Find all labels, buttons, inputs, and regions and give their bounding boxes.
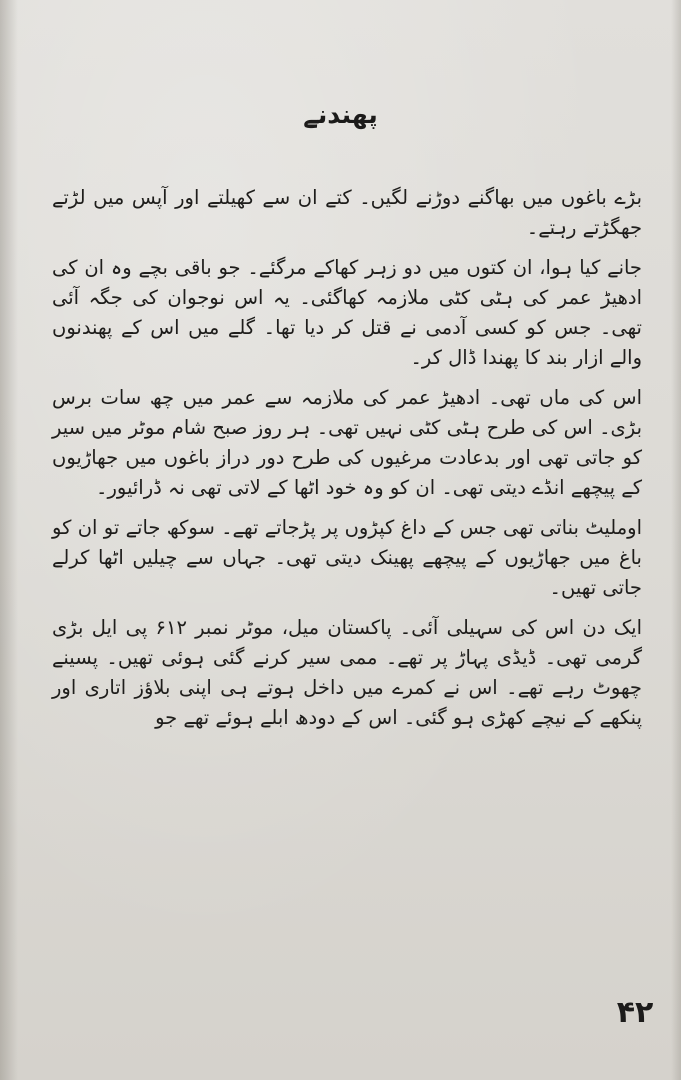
page-number: ۴۲ (616, 995, 654, 1030)
paragraph-4: اوملیٹ بناتی تھی جس کے داغ کپڑوں پر پڑجاتے تھے۔ سوکھ جاتے تو ان کو باغ میں جھاڑیوں کے پیچھے پھینک دیتی تھی۔ جہاں سے چیلیں اٹھا کرلے جاتی تھیں۔ (52, 516, 642, 599)
paragraph-2: جانے کیا ہوا، ان کتوں میں دو زہر کھاکے مرگئے۔ جو باقی بچے وہ ان کی ادھیڑ عمر کی ہٹی کٹی ملازمہ کھاگئی۔ یہ اس نوجوان کی جگہ آئی تھی۔ جس کو کسی آدمی نے قتل کر دیا تھا۔ گلے میں اس کے پھندنوں والے ازار بند کا پھندا ڈال کر۔ (52, 256, 642, 369)
paragraph-3: اس کی ماں تھی۔ ادھیڑ عمر کی ملازمہ سے عمر میں چھ سات برس بڑی۔ اس کی طرح ہٹی کٹی نہیں تھی۔ ہر روز صبح شام موٹر میں سیر کو جاتی تھی اور بدعادت مرغیوں کی طرح دور دراز باغوں میں جھاڑیوں کے پیچھے انڈے دیتی تھی۔ ان کو وہ خود اٹھا کے لاتی تھی نہ ڈرائیور۔ (52, 386, 642, 499)
paragraph-5: ایک دن اس کی سہیلی آئی۔ پاکستان میل، موٹر نمبر ۶۱۲ پی ایل بڑی گرمی تھی۔ ڈیڈی پہاڑ پر تھے۔ ممی سیر کرنے گئی ہوئی تھیں۔ پسینے چھوٹ رہے تھے۔ اس نے کمرے میں داخل ہوتے ہی اپنی بلاؤز اتاری اور پنکھے کے نیچے کھڑی ہو گئی۔ اس کے دودھ ابلے ہوئے تھے جو (52, 616, 642, 729)
page-title: پھندنے (303, 100, 378, 129)
paragraph-1: بڑے باغوں میں بھاگنے دوڑنے لگیں۔ کتے ان سے کھیلتے اور آپس میں لڑتے جھگڑتے رہتے۔ (52, 186, 642, 239)
body-text (52, 183, 642, 743)
